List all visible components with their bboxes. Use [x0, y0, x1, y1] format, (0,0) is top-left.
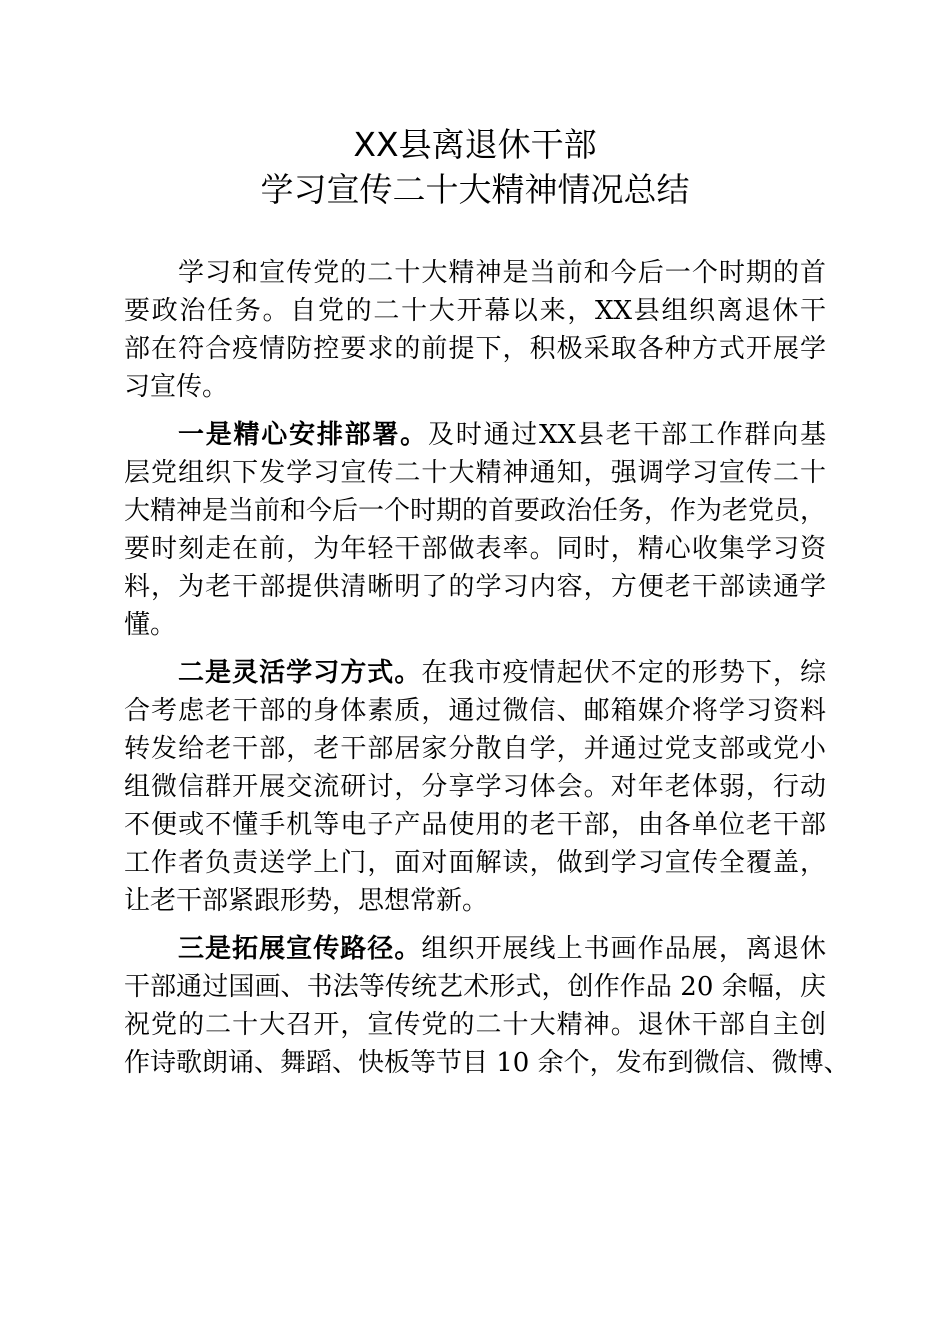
document-title: [0, 122, 950, 212]
paragraph-line: 干部通过国画、书法等传统艺术形式，创作作品 20 余幅，庆: [124, 972, 826, 1002]
paragraph-publicity-channels: [124, 930, 850, 1082]
paragraph-lead-heading: 二是灵活学习方式。: [178, 658, 422, 688]
paragraph-line: 料，为老干部提供清晰明了的学习内容，方便老干部读通学: [124, 572, 826, 602]
title-line-1: XX县离退休干部: [353, 125, 597, 164]
paragraph-line: [124, 930, 826, 968]
paragraph-line: 习宣传。: [124, 372, 229, 402]
paragraph-line: 学习和宣传党的二十大精神是当前和今后一个时期的首: [178, 258, 826, 288]
paragraph-line: 让老干部紧跟形势，思想常新。: [124, 886, 489, 916]
paragraph-intro: [124, 254, 826, 406]
paragraph-line: 要时刻走在前，为年轻干部做表率。同时，精心收集学习资: [124, 534, 826, 564]
document-body: [124, 254, 850, 1092]
paragraph-line: 懂。: [124, 610, 177, 640]
paragraph-deployment: [124, 416, 826, 644]
paragraph-line: 组微信群开展交流研讨，分享学习体会。对年老体弱，行动: [124, 772, 826, 802]
paragraph-line-text: 及时通过XX县老干部工作群向基: [427, 420, 826, 450]
paragraph-line: 工作者负责送学上门，面对面解读，做到学习宣传全覆盖，: [124, 848, 826, 878]
paragraph-line: [124, 416, 826, 454]
paragraph-line: 合考虑老干部的身体素质，通过微信、邮箱媒介将学习资料: [124, 696, 826, 726]
paragraph-study-methods: [124, 654, 826, 920]
paragraph-lead-heading: 一是精心安排部署。: [178, 420, 428, 450]
paragraph-line: 作诗歌朗诵、舞蹈、快板等节目 10 余个，发布到微信、微博、: [124, 1048, 850, 1078]
paragraph-lead-heading: 三是拓展宣传路径。: [178, 934, 422, 964]
title-line-2: 学习宣传二十大精神情况总结: [260, 170, 690, 209]
paragraph-line: 不便或不懂手机等电子产品使用的老干部，由各单位老干部: [124, 810, 826, 840]
paragraph-line: 层党组织下发学习宣传二十大精神通知，强调学习宣传二十: [124, 458, 826, 488]
paragraph-line-text: 在我市疫情起伏不定的形势下，综: [421, 658, 826, 688]
paragraph-line: 部在符合疫情防控要求的前提下，积极采取各种方式开展学: [124, 334, 826, 364]
paragraph-line: 要政治任务。自党的二十大开幕以来，XX县组织离退休干: [124, 296, 826, 326]
paragraph-line: 大精神是当前和今后一个时期的首要政治任务，作为老党员，: [124, 496, 827, 526]
paragraph-line-text: 组织开展线上书画作品展，离退休: [421, 934, 826, 964]
paragraph-line: 转发给老干部，老干部居家分散自学，并通过党支部或党小: [124, 734, 826, 764]
paragraph-line: 祝党的二十大召开，宣传党的二十大精神。退休干部自主创: [124, 1010, 826, 1040]
paragraph-line: [124, 654, 826, 692]
